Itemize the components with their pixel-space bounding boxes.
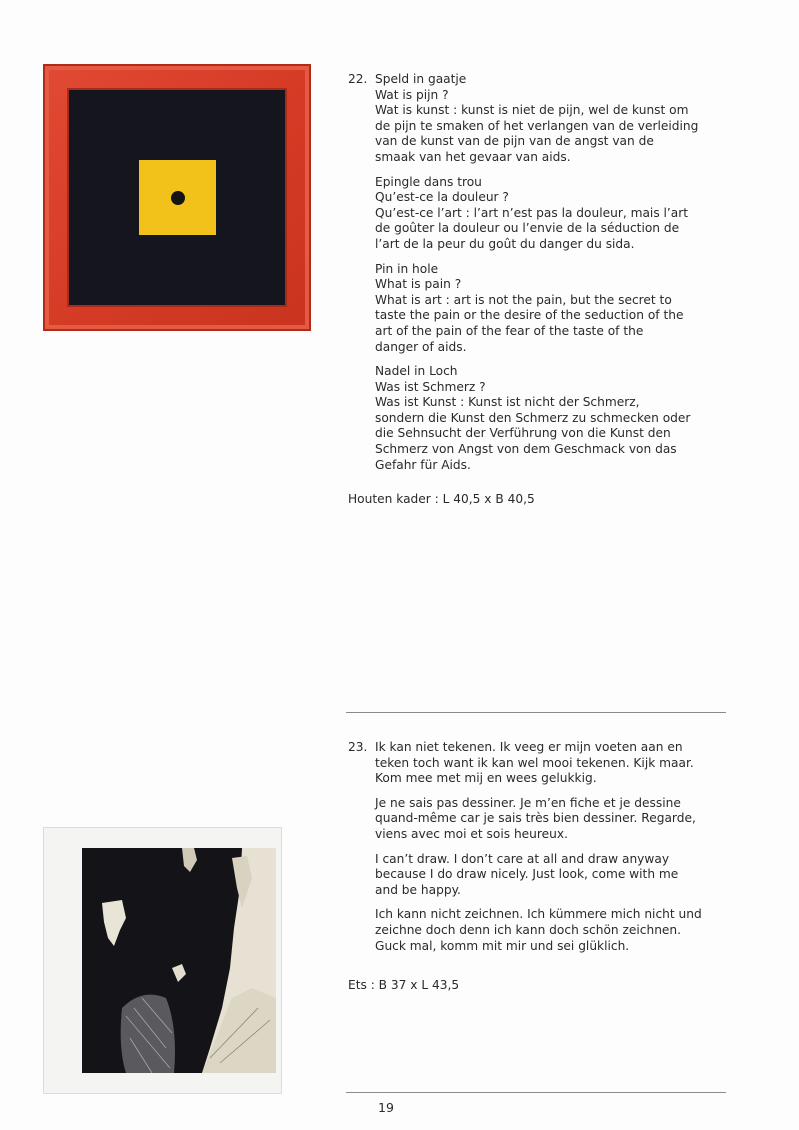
page-number: 19 xyxy=(378,1100,394,1115)
text-line: because I do draw nicely. Just look, come with me xyxy=(375,867,679,882)
text-line: Wat is kunst : kunst is niet de pijn, wel de kunst om xyxy=(375,103,689,118)
text-line: Guck mal, komm mit mir und sei glüklich. xyxy=(375,938,630,953)
text-line: zeichne doch denn ich kann doch schön zeichnen. xyxy=(375,922,682,937)
text-line: Schmerz von Angst von dem Geschmack von das xyxy=(375,442,677,457)
text-line: What is pain ? xyxy=(375,277,462,292)
text-line: Epingle dans trou xyxy=(375,174,482,189)
text-line: de pijn te smaken of het verlangen van de verleiding xyxy=(375,118,699,133)
artwork-23-etching xyxy=(82,848,276,1073)
entry-23-text-english xyxy=(375,852,733,899)
text-line: Pin in hole xyxy=(375,261,439,276)
entry-23-text-dutch xyxy=(375,740,733,787)
divider-rule xyxy=(346,712,726,713)
text-line: Speld in gaatje xyxy=(375,72,467,86)
artwork-22-hole xyxy=(171,191,185,205)
text-line: What is art : art is not the pain, but the secret to xyxy=(375,292,672,307)
text-line: taste the pain or the desire of the seduction of the xyxy=(375,308,684,323)
text-line: Je ne sais pas dessiner. Je m’en fiche et je dessine xyxy=(375,795,681,810)
text-line: danger of aids. xyxy=(375,339,467,354)
text-line: Wat is pijn ? xyxy=(375,87,449,102)
entry-22-dimensions: Houten kader : L 40,5 x B 40,5 xyxy=(348,492,535,506)
text-line: and be happy. xyxy=(375,882,461,897)
artwork-22-image xyxy=(43,64,311,331)
footer-rule xyxy=(346,1092,726,1093)
entry-22-text-german xyxy=(375,364,733,473)
artwork-23-image xyxy=(44,828,281,1093)
entry-22-number: 22. xyxy=(348,72,368,86)
text-line: Gefahr für Aids. xyxy=(375,457,471,472)
entry-22-text-english xyxy=(375,262,733,356)
text-line: de goûter la douleur ou l’envie de la séduction de xyxy=(375,221,680,236)
text-line: Ik kan niet tekenen. Ik veeg er mijn voeten aan en xyxy=(375,740,683,754)
text-line: sondern die Kunst den Schmerz zu schmecken oder xyxy=(375,410,691,425)
text-line: Qu’est-ce la douleur ? xyxy=(375,190,509,205)
text-line: art of the pain of the fear of the taste of the xyxy=(375,323,644,338)
text-line: viens avec moi et sois heureux. xyxy=(375,826,568,841)
text-line: teken toch want ik kan wel mooi tekenen. Kijk maar. xyxy=(375,755,694,770)
etching-drawing xyxy=(82,848,276,1073)
text-line: die Sehnsucht der Verführung von die Kunst den xyxy=(375,426,671,441)
text-line: Was ist Schmerz ? xyxy=(375,379,486,394)
text-line: l’art de la peur du goût du danger du sida. xyxy=(375,236,635,251)
artwork-22-yellow-square xyxy=(139,160,216,235)
entry-22 xyxy=(348,72,733,482)
text-line: quand-même car je sais très bien dessiner. Regarde, xyxy=(375,811,696,826)
entry-23-text-german xyxy=(375,907,733,954)
entry-22-text-french xyxy=(375,175,733,253)
text-line: Qu’est-ce l’art : l’art n’est pas la douleur, mais l’art xyxy=(375,205,689,220)
entry-23-text-french xyxy=(375,796,733,843)
entry-23-number: 23. xyxy=(348,740,368,754)
entry-22-text-dutch xyxy=(375,72,733,166)
text-line: Nadel in Loch xyxy=(375,364,458,379)
artwork-22-black-panel xyxy=(69,90,285,305)
entry-23-dimensions: Ets : B 37 x L 43,5 xyxy=(348,978,460,992)
text-line: Ich kann nicht zeichnen. Ich kümmere mich nicht und xyxy=(375,907,702,922)
text-line: I can’t draw. I don’t care at all and draw anyway xyxy=(375,851,670,866)
entry-23 xyxy=(348,740,733,963)
text-line: van de kunst van de pijn van de angst van de xyxy=(375,134,654,149)
text-line: smaak van het gevaar van aids. xyxy=(375,149,571,164)
text-line: Kom mee met mij en wees gelukkig. xyxy=(375,771,597,786)
text-line: Was ist Kunst : Kunst ist nicht der Schmerz, xyxy=(375,395,640,410)
